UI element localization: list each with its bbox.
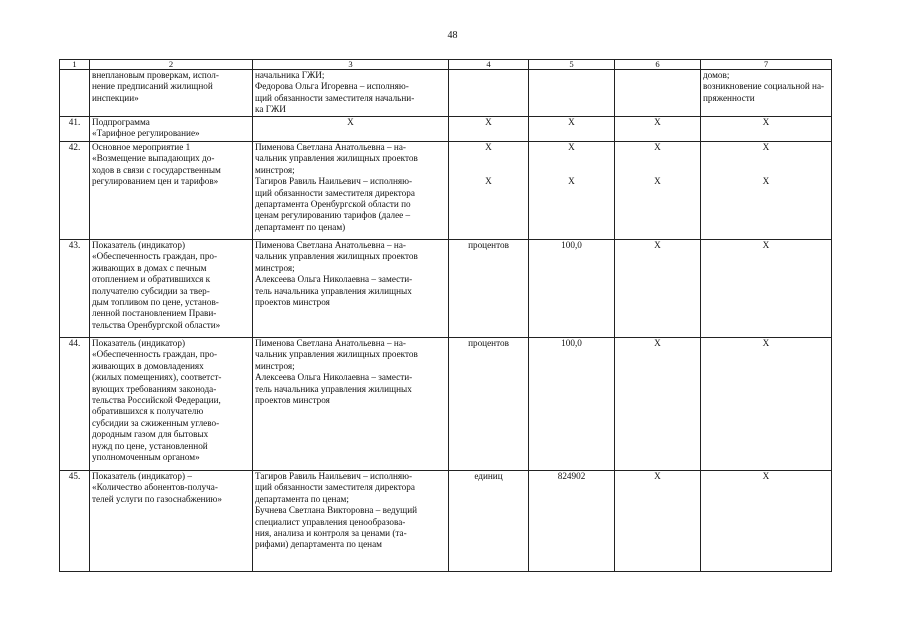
row-responsible: Тагиров Равиль Наильевич – исполняю- щий обязанности заместителя директора департамента по ценам; Бучнева Светлана Викторовна – ведущий специалист управления ценообразова- ния, анализа и контроля за ценами (та- рифами) департамента по ценам	[253, 471, 449, 572]
row-col7: X X	[701, 142, 832, 240]
row-number: 41.	[60, 117, 90, 142]
row-col4	[449, 70, 529, 117]
table-row	[60, 240, 832, 338]
row-name: Показатель (индикатор) «Обеспеченность граждан, про- живающих в домах с печным отоплением и обратившихся к получателю субсидии за твер- дым топливом по цене, установ- ленной постановлением Прави- тельства Оренбургской области»	[90, 240, 253, 338]
row-name: Показатель (индикатор) – «Количество абонентов-получа- телей услуги по газоснабжению»	[90, 471, 253, 572]
row-col7: X	[701, 338, 832, 471]
row-number: 43.	[60, 240, 90, 338]
row-col7: X	[701, 117, 832, 142]
page-number: 48	[447, 30, 458, 41]
row-responsible: Пименова Светлана Анатольевна – на- чальник управления жилищных проектов минстроя; Тагиров Равиль Наильевич – исполняю- щий обязанности заместителя директора департамента Оренбургской области по ценам регулированию тарифов (далее – департамент по ценам)	[253, 142, 449, 240]
row-number: 42.	[60, 142, 90, 240]
row-col5: X X	[529, 142, 615, 240]
table-row	[60, 117, 832, 142]
table-row	[60, 471, 832, 572]
row-col4: процентов	[449, 240, 529, 338]
row-col7: X	[701, 240, 832, 338]
row-col5: 824902	[529, 471, 615, 572]
row-col4: X X	[449, 142, 529, 240]
row-col6: X	[615, 338, 701, 471]
row-responsible: Пименова Светлана Анатольевна – на- чальник управления жилищных проектов минстроя; Алексеева Ольга Николаевна – замести- тель начальника управления жилищных проектов минстроя	[253, 240, 449, 338]
header-cell-7: 7	[701, 60, 832, 70]
header-cell-5: 5	[529, 60, 615, 70]
document-table	[59, 59, 832, 572]
row-col5: 100,0	[529, 338, 615, 471]
row-col4: процентов	[449, 338, 529, 471]
row-name: внеплановым проверкам, испол- нение предписаний жилищной инспекции»	[90, 70, 253, 117]
header-cell-4: 4	[449, 60, 529, 70]
row-col5: 100,0	[529, 240, 615, 338]
row-number: 45.	[60, 471, 90, 572]
row-responsible: Пименова Светлана Анатольевна – на- чальник управления жилищных проектов минстроя; Алексеева Ольга Николаевна – замести- тель начальника управления жилищных проектов минстроя	[253, 338, 449, 471]
row-col5	[529, 70, 615, 117]
row-col6	[615, 70, 701, 117]
table-row	[60, 70, 832, 117]
header-cell-3: 3	[253, 60, 449, 70]
row-col7: домов; возникновение социальной на- пряженности	[701, 70, 832, 117]
row-number	[60, 70, 90, 117]
row-col5: X	[529, 117, 615, 142]
header-row	[60, 60, 832, 70]
row-col7: X	[701, 471, 832, 572]
row-col4: единиц	[449, 471, 529, 572]
row-col6: X X	[615, 142, 701, 240]
header-cell-2: 2	[90, 60, 253, 70]
header-cell-1: 1	[60, 60, 90, 70]
row-name: Показатель (индикатор) «Обеспеченность граждан, про- живающих в домовладениях (жилых помещениях), соответст- вующих требованиям законода- тельства Российской Федерации, обратившихся к получателю субсидии за сжиженным углево- дородным газом для бытовых нужд по цене, установленной уполномоченным органом»	[90, 338, 253, 471]
row-col4: X	[449, 117, 529, 142]
row-responsible: начальника ГЖИ; Федорова Ольга Игоревна – исполняю- щий обязанности заместителя начальни- ка ГЖИ	[253, 70, 449, 117]
row-name: Основное мероприятие 1 «Возмещение выпадающих до- ходов в связи с государственным регулированием цен и тарифов»	[90, 142, 253, 240]
row-col6: X	[615, 117, 701, 142]
row-col6: X	[615, 471, 701, 572]
row-name: Подпрограмма «Тарифное регулирование»	[90, 117, 253, 142]
table-row	[60, 338, 832, 471]
row-number: 44.	[60, 338, 90, 471]
table-row	[60, 142, 832, 240]
header-cell-6: 6	[615, 60, 701, 70]
row-responsible: X	[253, 117, 449, 142]
row-col6: X	[615, 240, 701, 338]
